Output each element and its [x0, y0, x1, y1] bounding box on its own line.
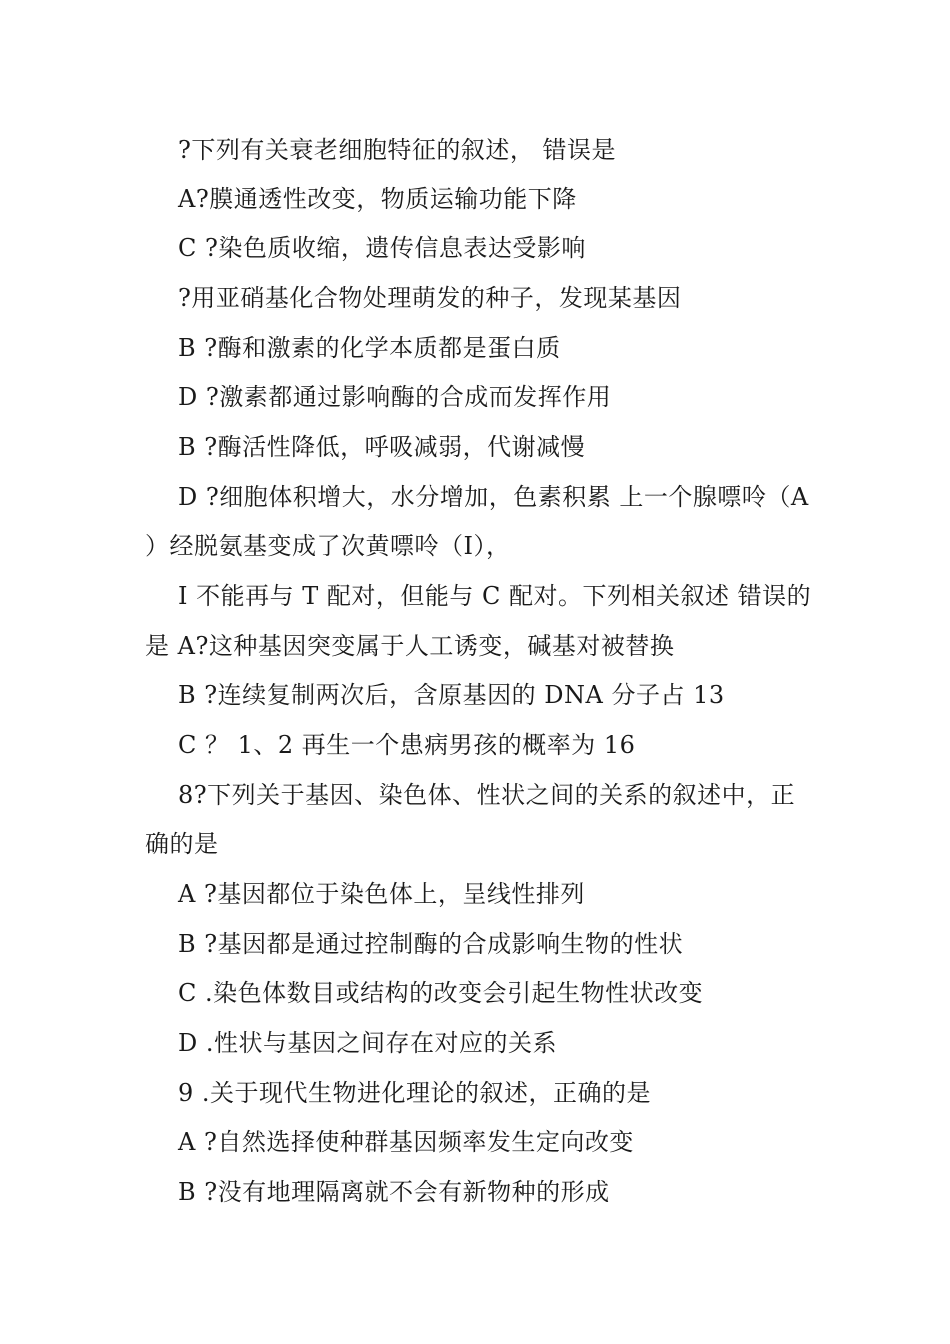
text-line: D .性状与基因之间存在对应的关系 [178, 1029, 557, 1057]
text-line: 8?下列关于基因、染色体、性状之间的关系的叙述中，正 [178, 781, 796, 809]
text-line: ?用亚硝基化合物处理萌发的种子，发现某基因 [178, 284, 682, 312]
text-line: B ?酶和激素的化学本质都是蛋白质 [178, 334, 561, 362]
text-line: D ?激素都通过影响酶的合成而发挥作用 [178, 383, 612, 411]
text-line: B ?基因都是通过控制酶的合成影响生物的性状 [178, 930, 684, 958]
text-line: C ？ 1、2 再生一个患病男孩的概率为 16 [178, 731, 636, 759]
text-line: B ?连续复制两次后，含原基因的 DNA 分子占 13 [178, 681, 725, 709]
text-line: C .染色体数目或结构的改变会引起生物性状改变 [178, 979, 704, 1007]
text-line: A ?自然选择使种群基因频率发生定向改变 [178, 1128, 634, 1156]
text-line: ）经脱氨基变成了次黄嘌呤（I）， [145, 532, 511, 560]
text-line: C ?染色质收缩，遗传信息表达受影响 [178, 234, 586, 262]
text-line: B ?没有地理隔离就不会有新物种的形成 [178, 1178, 610, 1206]
text-line: 9 .关于现代生物进化理论的叙述，正确的是 [178, 1079, 652, 1107]
text-line: A?膜通透性改变，物质运输功能下降 [178, 185, 577, 213]
text-line: 确的是 [145, 830, 219, 858]
text-line: I 不能再与 T 配对，但能与 C 配对。下列相关叙述 错误的 [178, 582, 812, 610]
text-line: ?下列有关衰老细胞特征的叙述， 错误是 [178, 136, 616, 164]
text-line: D ?细胞体积增大，水分增加，色素积累 上一个腺嘌呤（A [178, 483, 809, 511]
text-line: 是 A?这种基因突变属于人工诱变，碱基对被替换 [145, 632, 675, 660]
text-line: B ?酶活性降低，呼吸减弱，代谢减慢 [178, 433, 586, 461]
text-line: A ?基因都位于染色体上，呈线性排列 [178, 880, 585, 908]
